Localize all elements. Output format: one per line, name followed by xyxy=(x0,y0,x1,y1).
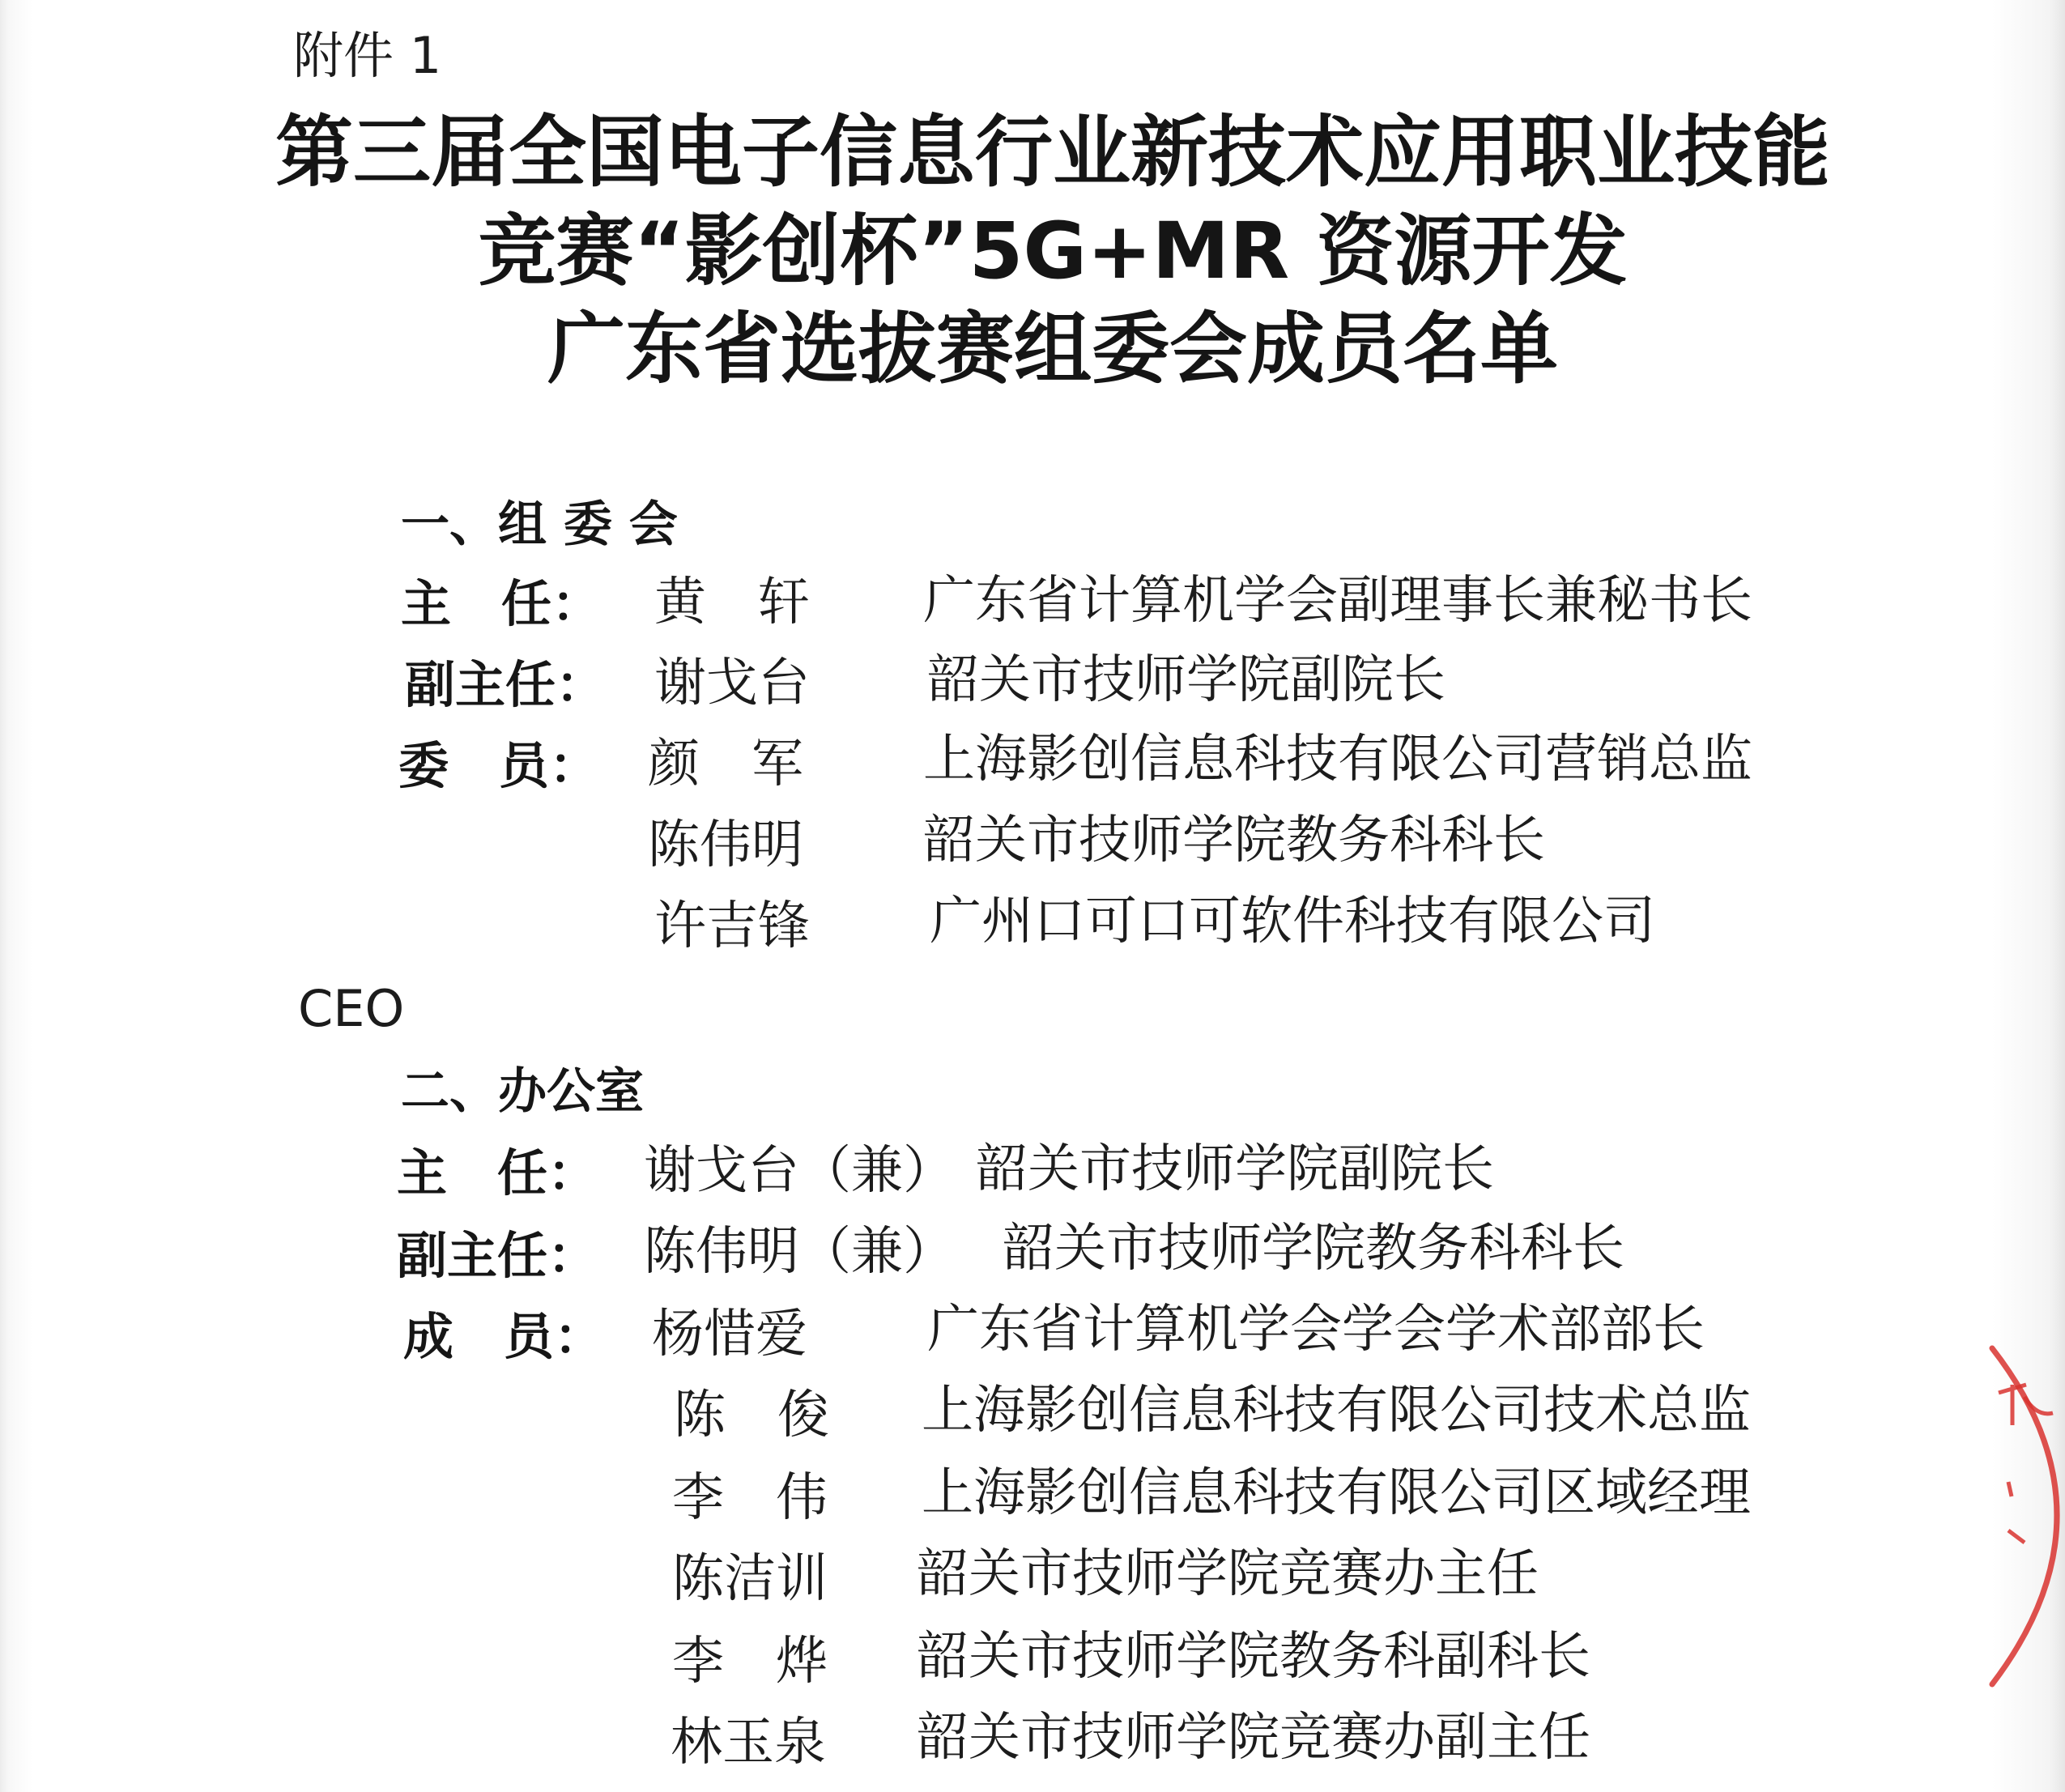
section-heading-committee: 一、组 委 会 xyxy=(401,496,678,553)
office-member-name: 杨惜爱 xyxy=(652,1305,807,1364)
office-member-title: 上海影创信息科技有限公司技术总监 xyxy=(922,1381,1751,1441)
committee-deputy-name: 谢戈台 xyxy=(654,653,810,713)
committee-member-name: 陈伟明 xyxy=(648,815,803,875)
office-members-label: 成 员： xyxy=(403,1307,605,1366)
committee-deputy-title: 韶关市技师学院副院长 xyxy=(927,650,1446,710)
office-member-title: 上海影创信息科技有限公司区域经理 xyxy=(922,1463,1751,1523)
attachment-label: 附件 1 xyxy=(293,26,442,85)
committee-member-title: 韶关市技师学院教务科科长 xyxy=(923,811,1545,870)
office-member-name: 陈洁训 xyxy=(672,1549,828,1609)
committee-member-name: 颜 军 xyxy=(648,734,803,794)
section-heading-office: 二、办公室 xyxy=(401,1063,644,1120)
document-title-line-2: 竞赛“影创杯”5G+MR 资源开发 xyxy=(478,206,1628,296)
office-member-title: 韶关市技师学院竞赛办主任 xyxy=(917,1544,1539,1604)
office-member-title: 韶关市技师学院教务科副科长 xyxy=(917,1627,1590,1687)
document-title-line-3: 广东省选拔赛组委会成员名单 xyxy=(547,304,1558,394)
office-director-label: 主 任： xyxy=(397,1143,598,1202)
committee-members-label: 委 员： xyxy=(398,736,600,795)
office-member-title: 广东省计算机学会学会学术部部长 xyxy=(927,1300,1705,1360)
office-director-name: 谢戈台（兼） xyxy=(644,1141,955,1201)
committee-director-label: 主 任： xyxy=(401,574,602,633)
office-deputy-label: 副主任： xyxy=(397,1226,598,1285)
office-member-title: 韶关市技师学院竞赛办副主任 xyxy=(917,1708,1590,1768)
office-member-name: 陈 俊 xyxy=(674,1386,829,1445)
committee-member-title-overflow: CEO xyxy=(298,979,405,1038)
committee-member-title: 上海影创信息科技有限公司营销总监 xyxy=(923,730,1752,790)
office-member-name: 李 伟 xyxy=(672,1468,828,1528)
office-deputy-name: 陈伟明（兼） xyxy=(644,1222,955,1282)
committee-member-name: 许吉锋 xyxy=(654,896,810,956)
official-seal-stamp xyxy=(1976,1328,2065,1700)
committee-director-name: 黄 轩 xyxy=(654,573,810,632)
office-member-name: 林玉泉 xyxy=(671,1713,826,1773)
office-deputy-title: 韶关市技师学院教务科科长 xyxy=(1003,1219,1624,1279)
office-member-name: 李 烨 xyxy=(672,1632,828,1692)
document-title-line-1: 第三届全国电子信息行业新技术应用职业技能 xyxy=(275,107,1830,198)
committee-member-title: 广州口可口可软件科技有限公司 xyxy=(930,892,1655,951)
committee-director-title: 广东省计算机学会副理事长兼秘书长 xyxy=(923,571,1752,631)
office-director-title: 韶关市技师学院副院长 xyxy=(976,1139,1494,1199)
committee-deputy-label: 副主任： xyxy=(405,655,607,714)
